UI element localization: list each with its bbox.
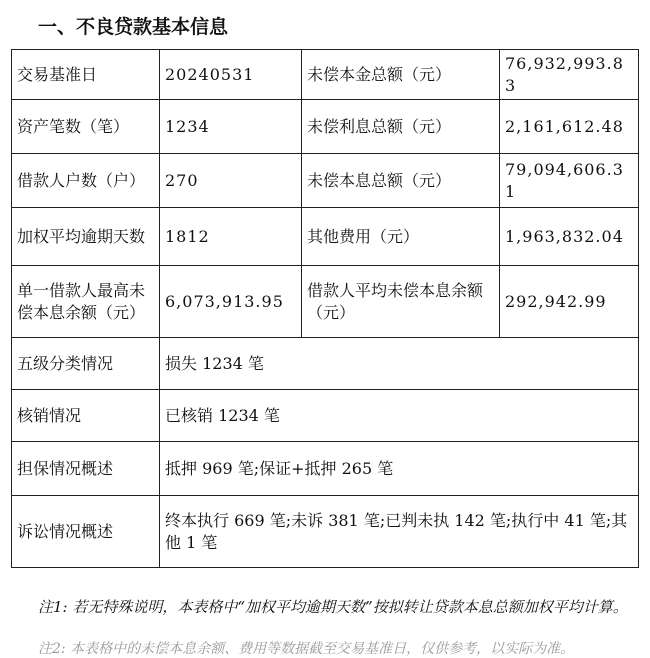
label-cell: 五级分类情况 <box>12 338 160 390</box>
value-cell: 1812 <box>160 208 302 266</box>
table-row <box>12 338 639 390</box>
value-cell: 20240531 <box>160 50 302 100</box>
value-cell: 1234 <box>160 100 302 154</box>
label-cell: 未偿利息总额（元） <box>302 100 500 154</box>
label-cell: 未偿本息总额（元） <box>302 154 500 208</box>
label-cell: 交易基准日 <box>12 50 160 100</box>
label-cell: 单一借款人最高未偿本息余额（元） <box>12 266 160 338</box>
loan-info-table <box>11 49 639 568</box>
label-cell: 借款人平均未偿本息余额（元） <box>302 266 500 338</box>
table-row <box>12 208 639 266</box>
table-row <box>12 442 639 496</box>
value-cell: 1,963,832.04 <box>500 208 639 266</box>
value-cell: 已核销 1234 笔 <box>160 390 639 442</box>
section-title: 一、不良贷款基本信息 <box>38 16 229 38</box>
value-cell: 270 <box>160 154 302 208</box>
value-cell: 抵押 969 笔;保证+抵押 265 笔 <box>160 442 639 496</box>
label-cell: 加权平均逾期天数 <box>12 208 160 266</box>
label-cell: 资产笔数（笔） <box>12 100 160 154</box>
table-row <box>12 390 639 442</box>
value-cell: 76,932,993.83 <box>500 50 639 100</box>
label-cell: 诉讼情况概述 <box>12 496 160 568</box>
value-cell: 2,161,612.48 <box>500 100 639 154</box>
table-row <box>12 100 639 154</box>
label-cell: 核销情况 <box>12 390 160 442</box>
table-row <box>12 50 639 100</box>
value-cell: 终本执行 669 笔;未诉 381 笔;已判未执 142 笔;执行中 41 笔;其他 1 笔 <box>160 496 639 568</box>
label-cell: 担保情况概述 <box>12 442 160 496</box>
table-note: 注1: 若无特殊说明，本表格中“加权平均逾期天数”按拟转让贷款本息总额加权平均计算。 <box>38 598 628 616</box>
value-cell: 79,094,606.31 <box>500 154 639 208</box>
table-row <box>12 154 639 208</box>
value-cell: 292,942.99 <box>500 266 639 338</box>
table-note-cut-off: 注2: 本表格中的未偿本息余额、费用等数据截至交易基准日，仅供参考，以实际为准。 <box>38 641 575 657</box>
label-cell: 其他费用（元） <box>302 208 500 266</box>
label-cell: 未偿本金总额（元） <box>302 50 500 100</box>
table-row <box>12 496 639 568</box>
value-cell: 6,073,913.95 <box>160 266 302 338</box>
table-row <box>12 266 639 338</box>
label-cell: 借款人户数（户） <box>12 154 160 208</box>
value-cell: 损失 1234 笔 <box>160 338 639 390</box>
